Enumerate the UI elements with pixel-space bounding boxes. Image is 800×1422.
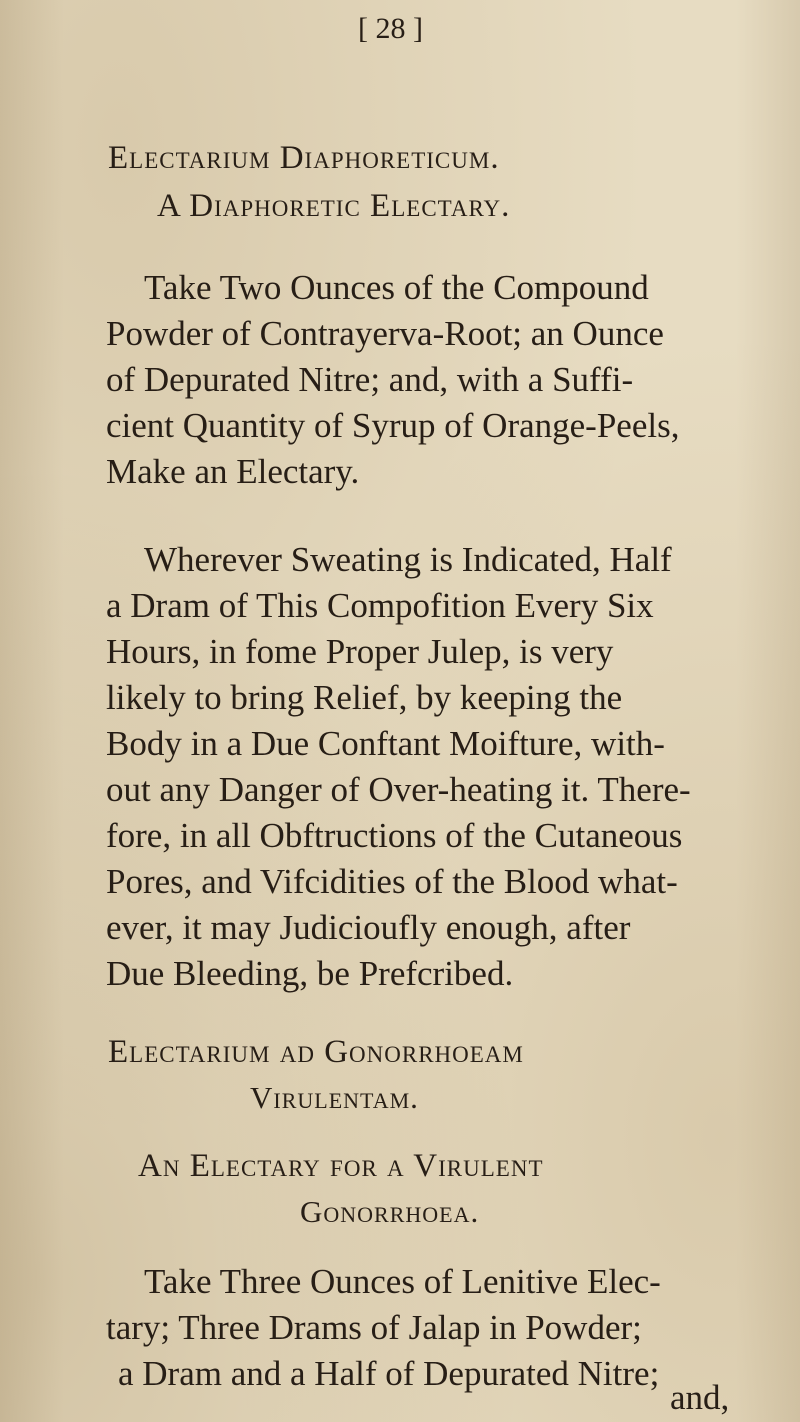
section1-english-title: A Diaphoretic Electary.	[157, 188, 511, 224]
catchword: and,	[670, 1378, 730, 1417]
section2-recipe-line: Take Three Ounces of Lenitive Elec-	[144, 1262, 661, 1301]
section2-english-title-1: An Electary for a Virulent	[138, 1148, 544, 1184]
section1-recipe-line: of Depurated Nitre; and, with a Suffi-	[106, 360, 634, 399]
section1-note-line: fore, in all Obftructions of the Cutaneous	[106, 816, 683, 855]
section2-latin-title-1: Electarium ad Gonorrhoeam	[108, 1034, 524, 1070]
section1-note-line: Body in a Due Conftant Moifture, with-	[106, 724, 665, 763]
section2-recipe-line: a Dram and a Half of Depurated Nitre;	[118, 1354, 660, 1393]
section1-note-line: likely to bring Relief, by keeping the	[106, 678, 623, 717]
section2-english-title-2: Gonorrhoea.	[300, 1194, 480, 1229]
section1-note-line: out any Danger of Over-heating it. There-	[106, 770, 691, 809]
page-number: [ 28 ]	[358, 12, 423, 45]
section1-note-line: Wherever Sweating is Indicated, Half	[144, 540, 672, 579]
section1-note-line: a Dram of This Compofition Every Six	[106, 586, 654, 625]
section1-note-line: Due Bleeding, be Prefcribed.	[106, 954, 514, 993]
section1-note-line: Hours, in fome Proper Julep, is very	[106, 632, 614, 671]
section2-latin-title-2: Virulentam.	[250, 1080, 419, 1115]
section1-latin-title: Electarium Diaphoreticum.	[108, 140, 500, 176]
section1-note-line: Pores, and Vifcidities of the Blood what-	[106, 862, 678, 901]
section1-recipe-line: Make an Electary.	[106, 452, 360, 491]
section1-recipe-line: Powder of Contrayerva-Root; an Ounce	[106, 314, 664, 353]
section1-note-line: ever, it may Judicioufly enough, after	[106, 908, 631, 947]
section2-recipe-line: tary; Three Drams of Jalap in Powder;	[106, 1308, 642, 1347]
section1-recipe-line: cient Quantity of Syrup of Orange-Peels,	[106, 406, 680, 445]
section1-recipe-line: Take Two Ounces of the Compound	[144, 268, 649, 307]
